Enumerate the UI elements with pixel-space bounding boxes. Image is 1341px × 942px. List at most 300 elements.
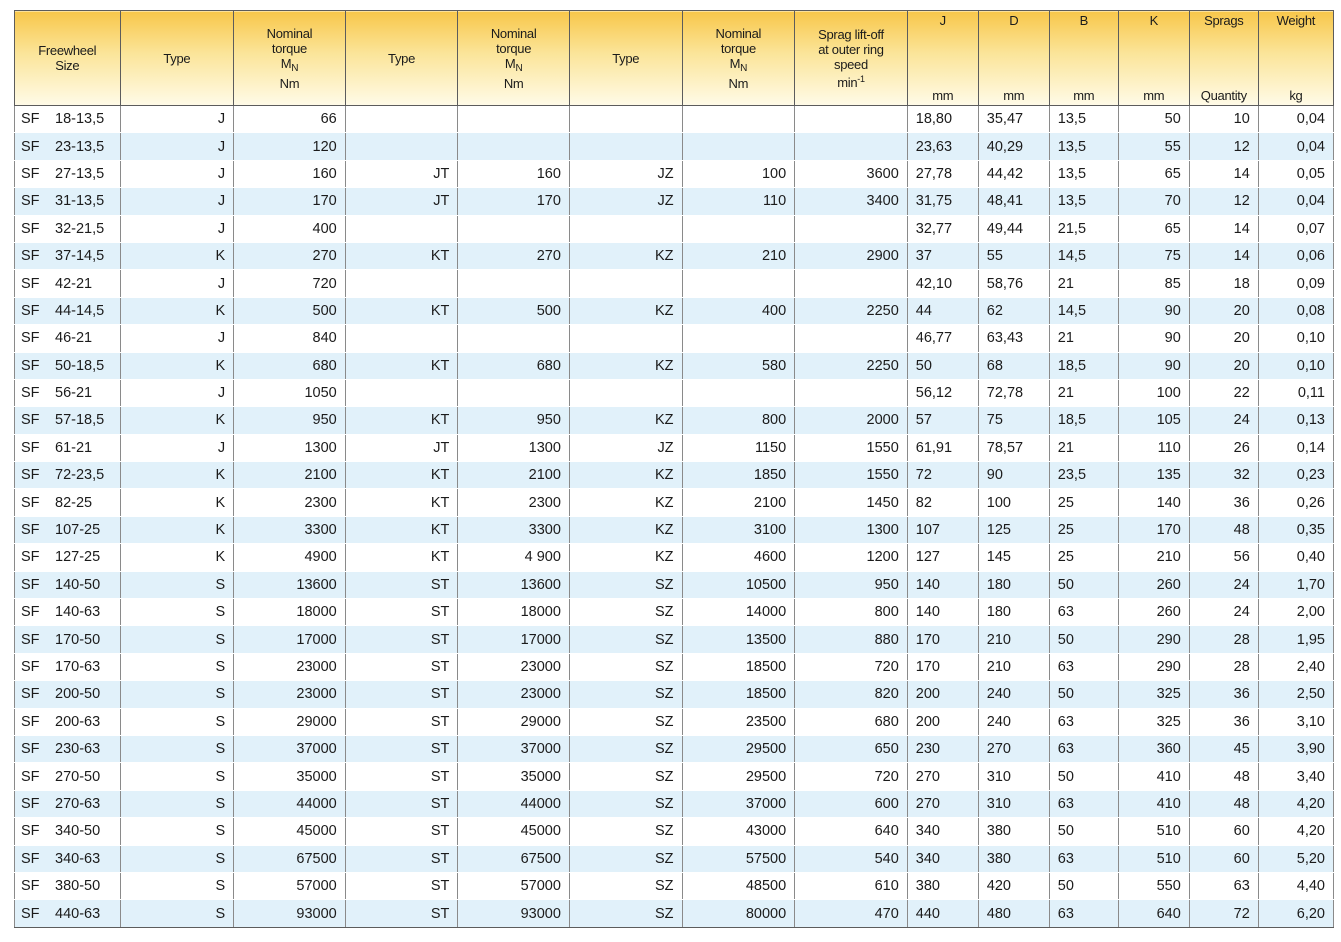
cell-torque-2: 67500: [458, 845, 570, 872]
cell-sprags: 36: [1189, 681, 1258, 708]
cell-torque-1: 93000: [234, 900, 346, 927]
cell-torque-1: 170: [234, 188, 346, 215]
header-type-2: Type: [345, 11, 458, 106]
cell-type-2: [345, 379, 458, 406]
cell-dim-k: 325: [1118, 681, 1189, 708]
cell-torque-2: 29000: [458, 708, 570, 735]
size-value: 37-14,5: [55, 248, 105, 265]
cell-type-2: KT: [345, 352, 458, 379]
size-prefix: SF: [21, 220, 40, 237]
size-prefix: SF: [21, 275, 40, 292]
cell-dim-j: 230: [907, 735, 978, 762]
cell-dim-b: 50: [1049, 571, 1118, 598]
cell-torque-2: 500: [458, 297, 570, 324]
size-prefix: SF: [21, 549, 40, 566]
cell-type-3: SZ: [569, 626, 682, 653]
cell-dim-j: 170: [907, 626, 978, 653]
table-row: [15, 735, 1334, 762]
cell-dim-k: 70: [1118, 188, 1189, 215]
cell-dim-k: 65: [1118, 215, 1189, 242]
cell-dim-d: 68: [978, 352, 1049, 379]
cell-dim-d: 240: [978, 708, 1049, 735]
cell-torque-2: 3300: [458, 516, 570, 543]
cell-liftoff-speed: 2250: [795, 352, 908, 379]
cell-torque-3: 29500: [682, 735, 795, 762]
cell-type-2: ST: [345, 763, 458, 790]
cell-type-1: J: [120, 188, 234, 215]
cell-torque-2: 23000: [458, 653, 570, 680]
cell-torque-3: [682, 325, 795, 352]
cell-type-3: SZ: [569, 900, 682, 927]
cell-type-2: ST: [345, 790, 458, 817]
size-prefix: SF: [21, 248, 40, 265]
cell-liftoff-speed: 640: [795, 818, 908, 845]
size-prefix: SF: [21, 659, 40, 675]
cell-type-2: [345, 270, 458, 297]
cell-weight: 0,11: [1258, 379, 1333, 406]
cell-type-1: S: [120, 790, 234, 817]
cell-type-1: S: [120, 571, 234, 598]
cell-weight: 0,07: [1258, 215, 1333, 242]
cell-type-3: JZ: [569, 160, 682, 187]
cell-dim-k: 290: [1118, 626, 1189, 653]
cell-dim-d: 72,78: [978, 379, 1049, 406]
cell-sprags: 20: [1189, 297, 1258, 324]
cell-type-2: ST: [345, 599, 458, 626]
cell-type-3: KZ: [569, 462, 682, 489]
size-value: 44-14,5: [55, 302, 105, 319]
size-value: 230-63: [55, 741, 101, 758]
cell-type-3: KZ: [569, 297, 682, 324]
cell-freewheel-size: [15, 845, 121, 872]
cell-type-2: ST: [345, 626, 458, 653]
size-prefix: SF: [21, 193, 40, 210]
cell-type-3: KZ: [569, 516, 682, 543]
cell-type-1: J: [120, 325, 234, 352]
cell-type-2: KT: [345, 462, 458, 489]
cell-sprags: 28: [1189, 653, 1258, 680]
header-torque-2: Nominal torque $M_N$ Nm: [458, 11, 570, 106]
cell-torque-2: 13600: [458, 571, 570, 598]
cell-dim-k: 100: [1118, 379, 1189, 406]
cell-dim-d: 55: [978, 242, 1049, 269]
cell-type-1: J: [120, 160, 234, 187]
cell-torque-3: 580: [682, 352, 795, 379]
cell-dim-b: 21,5: [1049, 215, 1118, 242]
cell-dim-j: 82: [907, 489, 978, 516]
header-sprags-quantity: Sprags Quantity: [1189, 11, 1258, 106]
cell-dim-k: 325: [1118, 708, 1189, 735]
cell-dim-k: 410: [1118, 790, 1189, 817]
cell-dim-j: 27,78: [907, 160, 978, 187]
cell-freewheel-size: [15, 242, 121, 269]
cell-torque-1: 950: [234, 407, 346, 434]
cell-dim-k: 210: [1118, 544, 1189, 571]
cell-type-1: J: [120, 379, 234, 406]
cell-sprags: 26: [1189, 434, 1258, 461]
cell-liftoff-speed: 610: [795, 872, 908, 899]
header-dim-k: K mm: [1118, 11, 1189, 106]
cell-torque-3: 80000: [682, 900, 795, 927]
cell-torque-3: 400: [682, 297, 795, 324]
cell-type-3: SZ: [569, 790, 682, 817]
size-prefix: SF: [21, 631, 40, 648]
table-row: [15, 242, 1334, 269]
cell-torque-1: 3300: [234, 516, 346, 543]
cell-dim-d: 35,47: [978, 106, 1049, 133]
cell-liftoff-speed: [795, 106, 908, 133]
cell-dim-j: 37: [907, 242, 978, 269]
cell-type-2: ST: [345, 900, 458, 927]
cell-torque-2: 17000: [458, 626, 570, 653]
cell-type-2: KT: [345, 489, 458, 516]
size-value: 82-25: [55, 494, 93, 511]
cell-type-1: K: [120, 544, 234, 571]
cell-freewheel-size: [15, 790, 121, 817]
cell-type-3: KZ: [569, 489, 682, 516]
size-value: 31-13,5: [55, 193, 105, 210]
cell-dim-b: 21: [1049, 270, 1118, 297]
cell-torque-1: 400: [234, 215, 346, 242]
cell-type-2: ST: [345, 818, 458, 845]
cell-torque-1: 120: [234, 133, 346, 160]
cell-liftoff-speed: 650: [795, 735, 908, 762]
cell-dim-j: 56,12: [907, 379, 978, 406]
cell-dim-b: 25: [1049, 544, 1118, 571]
cell-type-2: [345, 215, 458, 242]
cell-sprags: 32: [1189, 462, 1258, 489]
cell-type-2: ST: [345, 872, 458, 899]
size-prefix: SF: [21, 522, 40, 539]
cell-freewheel-size: [15, 215, 121, 242]
cell-dim-d: 44,42: [978, 160, 1049, 187]
cell-dim-j: 50: [907, 352, 978, 379]
cell-type-3: SZ: [569, 763, 682, 790]
cell-torque-1: 18000: [234, 599, 346, 626]
cell-dim-d: 49,44: [978, 215, 1049, 242]
table-row: [15, 845, 1334, 872]
cell-torque-2: 170: [458, 188, 570, 215]
cell-weight: 4,40: [1258, 872, 1333, 899]
cell-torque-3: 13500: [682, 626, 795, 653]
size-prefix: SF: [21, 138, 40, 155]
size-prefix: SF: [21, 165, 40, 182]
cell-type-1: S: [120, 818, 234, 845]
cell-freewheel-size: [15, 489, 121, 516]
cell-torque-2: [458, 215, 570, 242]
size-value: 170-63: [55, 659, 101, 675]
cell-type-3: SZ: [569, 681, 682, 708]
size-value: 127-25: [55, 549, 101, 566]
cell-dim-j: 61,91: [907, 434, 978, 461]
cell-type-2: KT: [345, 407, 458, 434]
cell-dim-k: 55: [1118, 133, 1189, 160]
cell-type-3: JZ: [569, 188, 682, 215]
cell-liftoff-speed: [795, 215, 908, 242]
cell-dim-b: 63: [1049, 599, 1118, 626]
cell-dim-j: 107: [907, 516, 978, 543]
cell-liftoff-speed: 1450: [795, 489, 908, 516]
cell-dim-d: 210: [978, 653, 1049, 680]
cell-liftoff-speed: 820: [795, 681, 908, 708]
table-row: [15, 325, 1334, 352]
cell-dim-d: 125: [978, 516, 1049, 543]
cell-dim-k: 640: [1118, 900, 1189, 927]
cell-type-2: [345, 325, 458, 352]
cell-torque-2: 2100: [458, 462, 570, 489]
table-row: [15, 872, 1334, 899]
cell-liftoff-speed: [795, 270, 908, 297]
cell-sprags: 60: [1189, 818, 1258, 845]
cell-weight: 3,40: [1258, 763, 1333, 790]
header-dim-d: D mm: [978, 11, 1049, 106]
cell-type-2: ST: [345, 708, 458, 735]
cell-type-1: K: [120, 242, 234, 269]
cell-freewheel-size: [15, 900, 121, 927]
header-type-1: Type: [120, 11, 234, 106]
cell-torque-3: 57500: [682, 845, 795, 872]
cell-torque-1: 270: [234, 242, 346, 269]
cell-weight: 0,04: [1258, 133, 1333, 160]
cell-type-3: SZ: [569, 872, 682, 899]
table-body: [15, 106, 1334, 928]
cell-dim-b: 23,5: [1049, 462, 1118, 489]
cell-liftoff-speed: 680: [795, 708, 908, 735]
cell-torque-3: 37000: [682, 790, 795, 817]
cell-dim-d: 100: [978, 489, 1049, 516]
cell-freewheel-size: [15, 270, 121, 297]
cell-torque-2: [458, 379, 570, 406]
size-value: 18-13,5: [55, 111, 105, 128]
cell-dim-k: 360: [1118, 735, 1189, 762]
table-row: [15, 106, 1334, 133]
cell-type-3: SZ: [569, 599, 682, 626]
cell-torque-1: 720: [234, 270, 346, 297]
cell-dim-b: 63: [1049, 845, 1118, 872]
cell-liftoff-speed: [795, 325, 908, 352]
cell-type-2: [345, 106, 458, 133]
cell-type-3: [569, 325, 682, 352]
size-prefix: SF: [21, 302, 40, 319]
size-prefix: SF: [21, 686, 40, 703]
cell-dim-k: 410: [1118, 763, 1189, 790]
cell-liftoff-speed: 2900: [795, 242, 908, 269]
size-prefix: SF: [21, 357, 40, 374]
cell-torque-1: 23000: [234, 681, 346, 708]
cell-type-1: S: [120, 763, 234, 790]
cell-weight: 2,40: [1258, 653, 1333, 680]
cell-dim-j: 170: [907, 653, 978, 680]
cell-weight: 3,90: [1258, 735, 1333, 762]
size-value: 270-63: [55, 795, 101, 812]
header-freewheel-size: Freewheel Size: [15, 11, 121, 106]
cell-dim-b: 63: [1049, 708, 1118, 735]
cell-dim-k: 75: [1118, 242, 1189, 269]
cell-torque-1: 44000: [234, 790, 346, 817]
cell-freewheel-size: [15, 106, 121, 133]
cell-torque-1: 35000: [234, 763, 346, 790]
cell-type-3: KZ: [569, 544, 682, 571]
size-value: 50-18,5: [55, 357, 105, 374]
cell-torque-3: 3100: [682, 516, 795, 543]
header-torque-3: Nominal torque $M_N$ Nm: [682, 11, 795, 106]
cell-sprags: 14: [1189, 160, 1258, 187]
cell-sprags: 45: [1189, 735, 1258, 762]
cell-dim-d: 480: [978, 900, 1049, 927]
table-row: [15, 160, 1334, 187]
cell-weight: 5,20: [1258, 845, 1333, 872]
cell-type-2: JT: [345, 434, 458, 461]
cell-torque-3: 29500: [682, 763, 795, 790]
cell-type-3: [569, 106, 682, 133]
size-prefix: SF: [21, 439, 40, 456]
size-prefix: SF: [21, 412, 40, 429]
cell-type-1: J: [120, 133, 234, 160]
cell-weight: 0,05: [1258, 160, 1333, 187]
cell-dim-d: 63,43: [978, 325, 1049, 352]
cell-torque-1: 1050: [234, 379, 346, 406]
cell-freewheel-size: [15, 434, 121, 461]
cell-dim-k: 90: [1118, 352, 1189, 379]
cell-dim-b: 21: [1049, 434, 1118, 461]
cell-freewheel-size: [15, 462, 121, 489]
cell-liftoff-speed: 2000: [795, 407, 908, 434]
cell-torque-1: 1300: [234, 434, 346, 461]
cell-torque-1: 45000: [234, 818, 346, 845]
cell-dim-j: 140: [907, 571, 978, 598]
cell-type-3: JZ: [569, 434, 682, 461]
cell-dim-j: 270: [907, 763, 978, 790]
header-torque-1: Nominal torque $M_N$ Nm: [234, 11, 346, 106]
cell-liftoff-speed: 1550: [795, 462, 908, 489]
cell-torque-2: 270: [458, 242, 570, 269]
table-row: [15, 681, 1334, 708]
cell-dim-k: 140: [1118, 489, 1189, 516]
cell-sprags: 72: [1189, 900, 1258, 927]
cell-dim-k: 290: [1118, 653, 1189, 680]
cell-type-2: KT: [345, 544, 458, 571]
size-prefix: SF: [21, 494, 40, 511]
cell-freewheel-size: [15, 160, 121, 187]
cell-dim-b: 13,5: [1049, 160, 1118, 187]
cell-dim-j: 46,77: [907, 325, 978, 352]
size-prefix: SF: [21, 713, 40, 730]
header-row: [15, 11, 1334, 106]
cell-type-1: K: [120, 407, 234, 434]
cell-liftoff-speed: 470: [795, 900, 908, 927]
cell-weight: 0,04: [1258, 106, 1333, 133]
cell-torque-1: 67500: [234, 845, 346, 872]
cell-type-1: J: [120, 215, 234, 242]
cell-dim-d: 210: [978, 626, 1049, 653]
cell-type-1: S: [120, 681, 234, 708]
cell-weight: 4,20: [1258, 790, 1333, 817]
cell-liftoff-speed: 1300: [795, 516, 908, 543]
cell-type-1: S: [120, 845, 234, 872]
cell-dim-k: 260: [1118, 599, 1189, 626]
cell-torque-2: 4 900: [458, 544, 570, 571]
cell-dim-k: 65: [1118, 160, 1189, 187]
table-row: [15, 215, 1334, 242]
cell-sprags: 18: [1189, 270, 1258, 297]
cell-weight: 0,10: [1258, 325, 1333, 352]
cell-weight: 0,10: [1258, 352, 1333, 379]
cell-sprags: 14: [1189, 215, 1258, 242]
cell-torque-3: 110: [682, 188, 795, 215]
cell-torque-3: 1150: [682, 434, 795, 461]
cell-weight: 0,23: [1258, 462, 1333, 489]
size-value: 140-63: [55, 604, 101, 621]
cell-dim-b: 13,5: [1049, 106, 1118, 133]
cell-freewheel-size: [15, 599, 121, 626]
cell-torque-2: [458, 106, 570, 133]
cell-type-1: K: [120, 462, 234, 489]
cell-dim-b: 13,5: [1049, 133, 1118, 160]
cell-weight: 0,35: [1258, 516, 1333, 543]
header-dim-j: J mm: [907, 11, 978, 106]
size-value: 340-63: [55, 850, 101, 867]
cell-torque-3: 100: [682, 160, 795, 187]
cell-torque-3: [682, 133, 795, 160]
cell-type-1: S: [120, 708, 234, 735]
cell-liftoff-speed: 720: [795, 653, 908, 680]
cell-torque-1: 500: [234, 297, 346, 324]
size-prefix: SF: [21, 111, 40, 128]
cell-dim-k: 110: [1118, 434, 1189, 461]
cell-dim-b: 13,5: [1049, 188, 1118, 215]
table-row: [15, 379, 1334, 406]
cell-type-1: S: [120, 599, 234, 626]
cell-type-3: SZ: [569, 571, 682, 598]
cell-dim-d: 58,76: [978, 270, 1049, 297]
cell-torque-2: [458, 270, 570, 297]
cell-torque-3: 18500: [682, 681, 795, 708]
cell-liftoff-speed: 600: [795, 790, 908, 817]
cell-torque-3: 2100: [682, 489, 795, 516]
cell-dim-j: 23,63: [907, 133, 978, 160]
cell-dim-d: 48,41: [978, 188, 1049, 215]
cell-dim-j: 270: [907, 790, 978, 817]
size-prefix: SF: [21, 604, 40, 621]
table-row: [15, 188, 1334, 215]
cell-torque-3: 10500: [682, 571, 795, 598]
cell-type-3: SZ: [569, 653, 682, 680]
cell-torque-2: 57000: [458, 872, 570, 899]
cell-dim-j: 440: [907, 900, 978, 927]
cell-dim-d: 380: [978, 845, 1049, 872]
cell-freewheel-size: [15, 544, 121, 571]
cell-sprags: 14: [1189, 242, 1258, 269]
cell-torque-1: 23000: [234, 653, 346, 680]
cell-sprags: 36: [1189, 489, 1258, 516]
cell-freewheel-size: [15, 626, 121, 653]
table-row: [15, 544, 1334, 571]
cell-liftoff-speed: 1550: [795, 434, 908, 461]
cell-weight: 2,00: [1258, 599, 1333, 626]
cell-weight: 0,14: [1258, 434, 1333, 461]
cell-dim-k: 170: [1118, 516, 1189, 543]
cell-weight: 0,04: [1258, 188, 1333, 215]
cell-type-1: J: [120, 434, 234, 461]
cell-dim-b: 63: [1049, 790, 1118, 817]
cell-sprags: 48: [1189, 790, 1258, 817]
cell-dim-k: 135: [1118, 462, 1189, 489]
cell-torque-1: 2300: [234, 489, 346, 516]
size-prefix: SF: [21, 576, 40, 593]
cell-weight: 1,70: [1258, 571, 1333, 598]
cell-sprags: 28: [1189, 626, 1258, 653]
cell-torque-2: [458, 325, 570, 352]
